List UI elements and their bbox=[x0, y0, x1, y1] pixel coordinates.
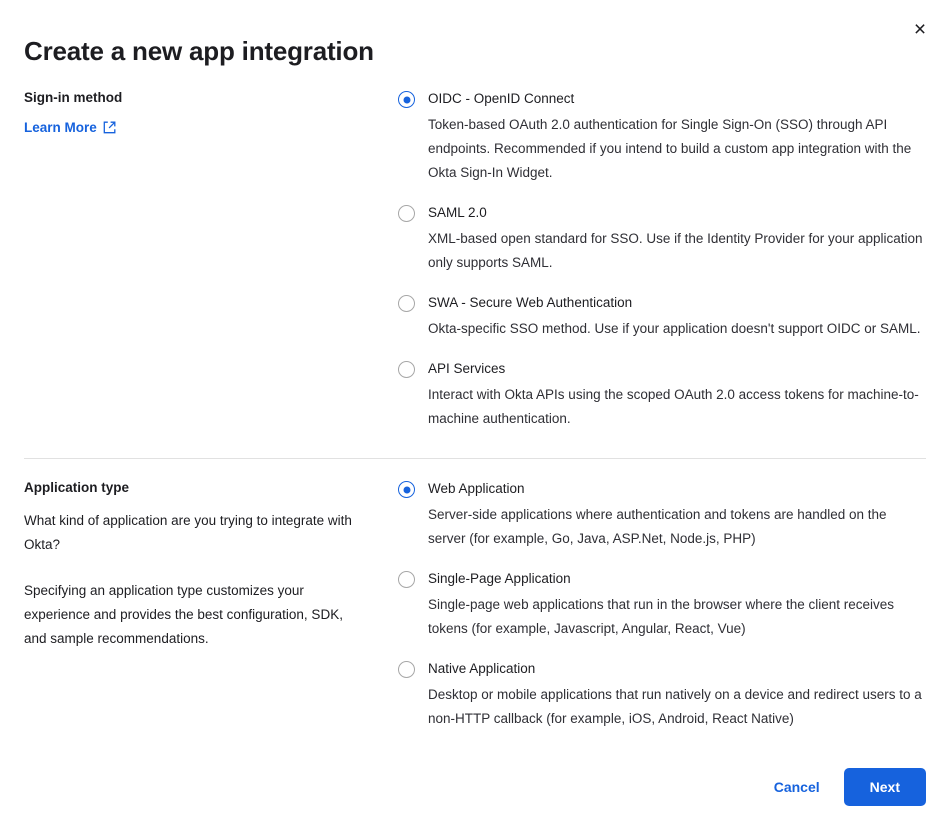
option-single-page-application-body bbox=[428, 569, 926, 641]
option-single-page-application[interactable] bbox=[398, 569, 926, 641]
signin-method-section bbox=[24, 67, 926, 431]
option-native-application-body bbox=[428, 659, 926, 731]
next-button[interactable]: Next bbox=[844, 768, 926, 806]
option-web-application-body bbox=[428, 479, 926, 551]
option-single-page-application-description: Single-page web applications that run in the browser where the client receives tokens (for example, Javascript, Angular, React, Vue) bbox=[428, 597, 895, 636]
option-swa-body bbox=[428, 293, 926, 341]
option-api-services[interactable] bbox=[398, 359, 926, 431]
application-type-section bbox=[24, 459, 926, 731]
application-type-helper-1: What kind of application are you trying to integrate with Okta? bbox=[24, 513, 352, 552]
option-web-application[interactable] bbox=[398, 479, 926, 551]
option-oidc-description: Token-based OAuth 2.0 authentication for Single Sign-On (SSO) through API endpoints. Recommended if you intend to build a custom app integration with the Okta Sign-In Widget. bbox=[428, 117, 912, 180]
cancel-button[interactable]: Cancel bbox=[768, 769, 826, 805]
option-swa-description: Okta-specific SSO method. Use if your application doesn't support OIDC or SAML. bbox=[428, 321, 921, 336]
radio-native-application[interactable] bbox=[398, 661, 415, 678]
option-swa[interactable] bbox=[398, 293, 926, 341]
external-link-icon bbox=[103, 121, 116, 134]
option-native-application-title: Native Application bbox=[428, 661, 536, 676]
option-saml-body bbox=[428, 203, 926, 275]
application-type-label: Application type bbox=[24, 480, 130, 495]
option-single-page-application-title: Single-Page Application bbox=[428, 571, 571, 586]
option-saml[interactable] bbox=[398, 203, 926, 275]
radio-oidc[interactable] bbox=[398, 91, 415, 108]
option-oidc-body bbox=[428, 89, 926, 185]
learn-more-link[interactable] bbox=[24, 120, 116, 135]
application-type-helper-2: Specifying an application type customizes your experience and provides the best configuration, SDK, and sample recommendations. bbox=[24, 583, 343, 646]
radio-single-page-application[interactable] bbox=[398, 571, 415, 588]
option-web-application-description: Server-side applications where authentication and tokens are handled on the server (for example, Go, Java, ASP.Net, Node.js, PHP) bbox=[428, 507, 887, 546]
signin-method-options bbox=[396, 89, 926, 431]
option-api-services-body bbox=[428, 359, 926, 431]
radio-saml[interactable] bbox=[398, 205, 415, 222]
option-saml-description: XML-based open standard for SSO. Use if the Identity Provider for your application only supports SAML. bbox=[428, 231, 923, 270]
option-native-application-description: Desktop or mobile applications that run natively on a device and redirect users to a non-HTTP callback (for example, iOS, Android, React Native) bbox=[428, 687, 922, 726]
close-icon[interactable]: × bbox=[904, 14, 936, 46]
signin-method-label: Sign-in method bbox=[24, 90, 123, 105]
radio-web-application[interactable] bbox=[398, 481, 415, 498]
option-saml-title: SAML 2.0 bbox=[428, 205, 487, 220]
option-api-services-title: API Services bbox=[428, 361, 506, 376]
radio-swa[interactable] bbox=[398, 295, 415, 312]
radio-api-services[interactable] bbox=[398, 361, 415, 378]
page-title: Create a new app integration bbox=[24, 36, 374, 66]
option-api-services-description: Interact with Okta APIs using the scoped OAuth 2.0 access tokens for machine-to-machine authentication. bbox=[428, 387, 919, 426]
option-oidc[interactable] bbox=[398, 89, 926, 185]
application-type-options bbox=[396, 479, 926, 731]
application-type-left-column bbox=[24, 479, 396, 731]
option-web-application-title: Web Application bbox=[428, 481, 525, 496]
dialog-footer bbox=[768, 768, 926, 806]
option-swa-title: SWA - Secure Web Authentication bbox=[428, 295, 633, 310]
signin-method-left-column bbox=[24, 89, 396, 431]
option-oidc-title: OIDC - OpenID Connect bbox=[428, 91, 575, 106]
learn-more-label: Learn More bbox=[24, 120, 97, 135]
option-native-application[interactable] bbox=[398, 659, 926, 731]
